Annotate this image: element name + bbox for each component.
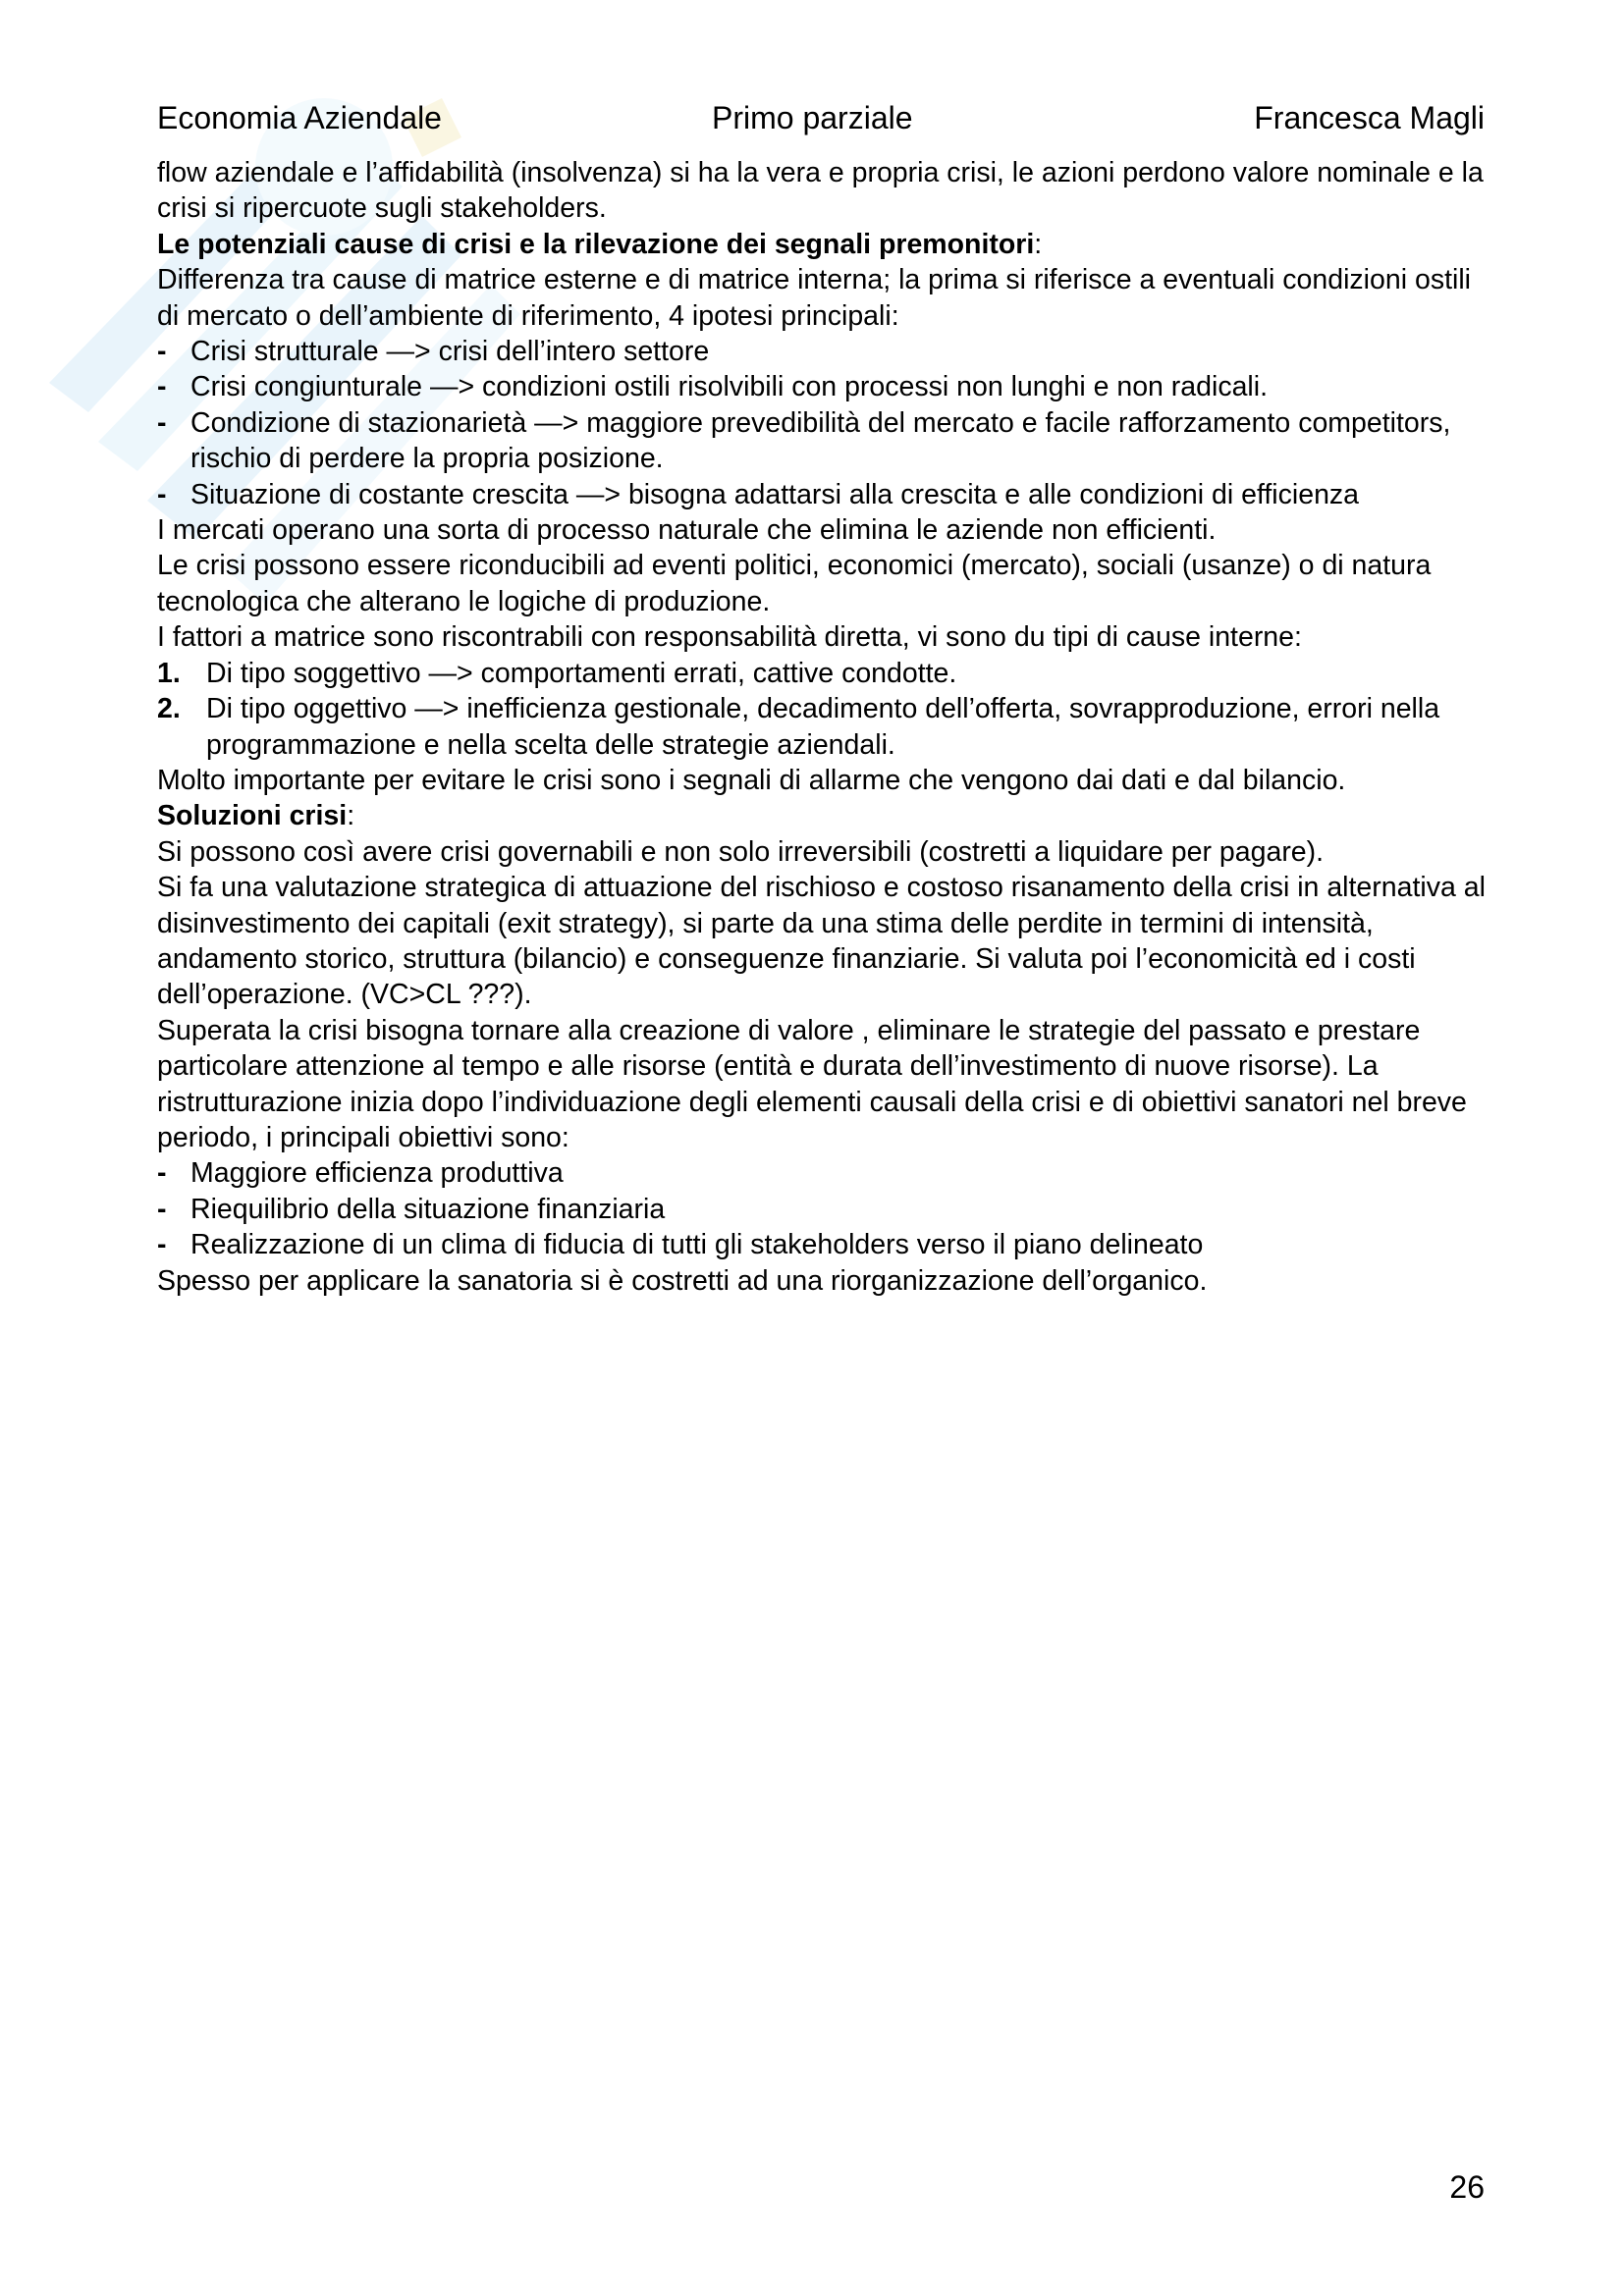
list-item-text: Condizione di stazionarietà —> maggiore prevedibilità del mercato e facile rafforzamento competitors, rischio di perdere la propria posizione. <box>190 406 1451 475</box>
list-item <box>157 1227 1492 1262</box>
header-author: Francesca Magli <box>1254 100 1485 135</box>
list-number: 1. <box>157 657 181 689</box>
list-item <box>157 369 1492 404</box>
list-item <box>157 656 1492 691</box>
list-item <box>157 691 1492 763</box>
external-causes-list <box>157 334 1492 512</box>
causes-paragraph-3: Le crisi possono essere riconducibili ad eventi politici, economici (mercato), sociali (usanze) o di natura tecnologica che alterano le logiche di produzione. <box>157 550 1432 617</box>
section-heading-causes <box>157 227 1492 262</box>
list-item-text: Crisi congiunturale —> condizioni ostili risolvibili con processi non lunghi e non radicali. <box>190 371 1269 403</box>
list-item <box>157 1192 1492 1227</box>
list-item-text: Riequilibrio della situazione finanziaria <box>190 1193 666 1225</box>
document-body <box>157 155 1492 1299</box>
list-item <box>157 1155 1492 1191</box>
solutions-paragraph-3: Superata la crisi bisogna tornare alla creazione di valore , eliminare le strategie del passato e prestare particolare attenzione al tempo e alle risorse (entità e durata dell’investimento di nuove risorse). La ristrutturazione inizia dopo l’individuazione degli elementi causali della crisi e di obiettivi sanatori nel breve periodo, i principali obiettivi sono: <box>157 1014 1467 1153</box>
bullet-marker: - <box>157 1157 167 1190</box>
section-heading-solutions-colon: : <box>347 800 355 832</box>
list-item-text: Di tipo oggettivo —> inefficienza gestionale, decadimento dell’offerta, sovrapproduzione, errori nella programmazione e nella scelta delle strategie aziendali. <box>206 693 1440 761</box>
page-number: 26 <box>1449 2169 1485 2205</box>
causes-paragraph-2: I mercati operano una sorta di processo naturale che elimina le aziende non efficienti. <box>157 514 1217 547</box>
list-item-text: Crisi strutturale —> crisi dell’intero settore <box>190 336 710 368</box>
header-section-title: Primo parziale <box>712 100 913 135</box>
list-number: 2. <box>157 693 181 725</box>
internal-causes-list <box>157 656 1492 763</box>
bullet-marker: - <box>157 1193 167 1225</box>
bullet-marker: - <box>157 371 167 403</box>
section-heading-causes-colon: : <box>1034 228 1043 260</box>
list-item <box>157 334 1492 369</box>
list-item-text: Situazione di costante crescita —> bisogna adattarsi alla crescita e alle condizioni di efficienza <box>190 478 1360 510</box>
solutions-paragraph-4: Spesso per applicare la sanatoria si è costretti ad una riorganizzazione dell’organico. <box>157 1264 1208 1297</box>
objectives-list <box>157 1155 1492 1262</box>
section-heading-causes-text: Le potenziali cause di crisi e la rilevazione dei segnali premonitori <box>157 228 1035 260</box>
causes-paragraph-5: Molto importante per evitare le crisi sono i segnali di allarme che vengono dai dati e dal bilancio. <box>157 764 1346 796</box>
list-item-text: Di tipo soggettivo —> comportamenti errati, cattive condotte. <box>206 657 957 689</box>
bullet-marker: - <box>157 1229 167 1261</box>
solutions-paragraph-2: Si fa una valutazione strategica di attuazione del rischioso e costoso risanamento della crisi in alternativa al disinvestimento dei capitali (exit strategy), si parte da una stima delle perdite in termini di intensità, andamento storico, struttura (bilancio) e conseguenze finanziarie. Si valuta poi l’economicità ed i costi dell’operazione. (VC>CL ???). <box>157 872 1486 1011</box>
bullet-marker: - <box>157 406 167 439</box>
list-item <box>157 405 1492 477</box>
solutions-paragraph-1: Si possono così avere crisi governabili e non solo irreversibili (costretti a liquidare per pagare). <box>157 835 1325 868</box>
section-heading-solutions-text: Soluzioni crisi <box>157 800 348 832</box>
bullet-marker: - <box>157 478 167 510</box>
header-course-title: Economia Aziendale <box>157 100 442 135</box>
section-heading-solutions <box>157 798 1492 833</box>
list-item-text: Maggiore efficienza produttiva <box>190 1157 564 1190</box>
bullet-marker: - <box>157 336 167 368</box>
list-item-text: Realizzazione di un clima di fiducia di tutti gli stakeholders verso il piano delineato <box>190 1229 1204 1261</box>
causes-paragraph-1: Differenza tra cause di matrice esterne e di matrice interna; la prima si riferisce a eventuali condizioni ostili di mercato o dell’ambiente di riferimento, 4 ipotesi principali: <box>157 264 1471 332</box>
page-header <box>157 96 1485 139</box>
list-item <box>157 477 1492 512</box>
intro-paragraph: flow aziendale e l’affidabilità (insolvenza) si ha la vera e propria crisi, le azioni perdono valore nominale e la crisi si ripercuote sugli stakeholders. <box>157 157 1484 225</box>
causes-paragraph-4: I fattori a matrice sono riscontrabili con responsabilità diretta, vi sono du tipi di cause interne: <box>157 621 1302 654</box>
